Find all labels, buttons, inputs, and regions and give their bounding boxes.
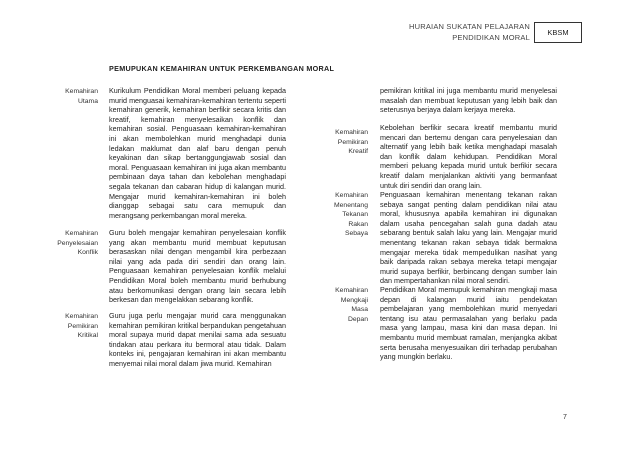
label-line: Kemahiran — [335, 192, 368, 199]
label-kemahiran-utama — [50, 87, 98, 106]
paragraph-pemikiran-kritikal: Guru juga perlu mengajar murid cara menggunakan kemahiran pemikiran kritikal berpandukan pengetahuan moral supaya murid dapat menilai sama ada sesuatu tindakan atau perkara itu bermoral atau tidak. Dalam konteks ini, pengajaran kemahiran ini akan membantu menyemai nilai moral dalam jiwa murid. Kemahiran — [109, 311, 287, 368]
label-line: Utama — [77, 97, 98, 105]
label-line: Tekanan — [342, 211, 368, 219]
label-line: Konflik — [77, 249, 98, 257]
label-line: Pemikiran — [67, 322, 98, 330]
label-pemikiran-kreatif — [318, 128, 368, 157]
label-line: Kemahiran — [335, 287, 368, 294]
label-line: Kemahiran — [65, 230, 98, 237]
kbsm-badge: KBSM — [534, 22, 582, 43]
page-number: 7 — [563, 414, 567, 421]
header-title-line2: PENDIDIKAN MORAL — [452, 33, 530, 42]
label-tekanan-rakan-sebaya — [318, 191, 368, 239]
label-pemikiran-kritikal — [50, 312, 98, 341]
label-penyelesaian-konflik — [42, 229, 98, 258]
header-title-line1: HURAIAN SUKATAN PELAJARAN — [409, 22, 530, 31]
label-line: Kritikal — [77, 332, 98, 340]
label-line: Kemahiran — [335, 129, 368, 136]
label-line: Penyelesaian — [57, 239, 98, 247]
label-line: Kreatif — [348, 148, 368, 156]
document-header-title — [290, 21, 530, 43]
paragraph-mengkaji-masa-depan: Pendidikan Moral memupuk kemahiran mengkaji masa depan di kalangan murid iaitu pendekatan pembelajaran yang membolehkan murid menyedari tentang isu atau permasalahan yang berlaku pada masa yang lampau, masa kini dan masa depan. Ini membantu murid membuat ramalan, menjangka akibat serta berusaha menyesuaikan diri terhadap perubahan yang mungkin berlaku. — [380, 285, 557, 362]
label-line: Kemahiran — [65, 313, 98, 320]
label-line: Masa — [351, 306, 368, 314]
label-line: Depan — [347, 315, 368, 323]
paragraph-penyelesaian-konflik: Guru boleh mengajar kemahiran penyelesaian konflik yang akan membantu murid membuat keputusan berasaskan nilai dengan mengambil kira perbezaan nilai yang ada pada diri sendiri dan orang lain. Penguasaan kemahiran penyelesaian konflik melalui Pendidikan Moral boleh membantu murid berhubung atau berkomunikasi dengan orang lain secara lebih berkesan dan mengelakkan sebarang konflik. — [109, 228, 286, 305]
label-line: Sebaya — [344, 230, 368, 238]
section-heading: PEMUPUKAN KEMAHIRAN UNTUK PERKEMBANGAN MORAL — [109, 64, 335, 73]
paragraph-pemikiran-kreatif: Kebolehan berfikir secara kreatif membantu murid mencari dan bertemu dengan cara penyelesaian dan alternatif yang lebih baik ketika menghadapi masalah dan konflik dalam kehidupan. Pendidikan Moral memberi peluang kepada murid untuk berfikir secara kreatif dalam menjalankan aktiviti yang bermanfaat untuk diri sendiri dan orang lain. — [380, 123, 557, 190]
label-line: Pemikiran — [337, 138, 368, 146]
label-line: Mengkaji — [340, 296, 368, 304]
paragraph-tekanan-rakan-sebaya: Penguasaan kemahiran menentang tekanan rakan sebaya sangat penting dalam pendidikan nilai atau moral, khususnya apabila kemahiran ini digunakan dalam usaha pencegahan salah guna dadah atau sebarang bentuk salah laku yang lain. Mengajar murid menentang tekanan rakan sebaya tidak bermakna mengajar mereka tidak mempedulikan nasihat yang baik daripada rakan sebaya mereka tetapi mengajar murid supaya berfikir, berbincang dengan sumber lain dan mempertahankan nilai moral sendiri. — [380, 190, 557, 286]
label-line: Kemahiran — [65, 88, 98, 95]
label-line: Rakan — [348, 220, 368, 228]
paragraph-kemahiran-utama: Kurikulum Pendidikan Moral memberi peluang kepada murid menguasai kemahiran-kemahiran tertentu seperti kemahiran generik, kemahiran berfikir secara kritis dan kreatif, kemahiran menyelesaikan konflik dan kemahiran sosial. Penguasaan kemahiran-kemahiran ini akan membolehkan murid menghadapi dunia ledakan maklumat dan alaf baru dengan penuh keyakinan dan sikap bertanggungjawab sosial dan moral. Penguasaan kemahiran ini juga akan membantu pembinaan daya tahan dan kebolehan menghadapi segala tekanan dan cabaran hidup di kalangan murid. Mengajar murid kemahiran-kemahiran ini boleh dianggap sebagai satu cara memupuk dan merangsang perkembangan moral mereka. — [109, 86, 286, 220]
paragraph-pemikiran-kritikal-continued: pemikiran kritikal ini juga membantu murid menyelesai masalah dan membuat keputusan yang lebih baik dan seterusnya berjaya dalam kerjaya mereka. — [380, 86, 557, 115]
label-mengkaji-masa-depan — [318, 286, 368, 324]
label-line: Menentang — [333, 201, 368, 209]
